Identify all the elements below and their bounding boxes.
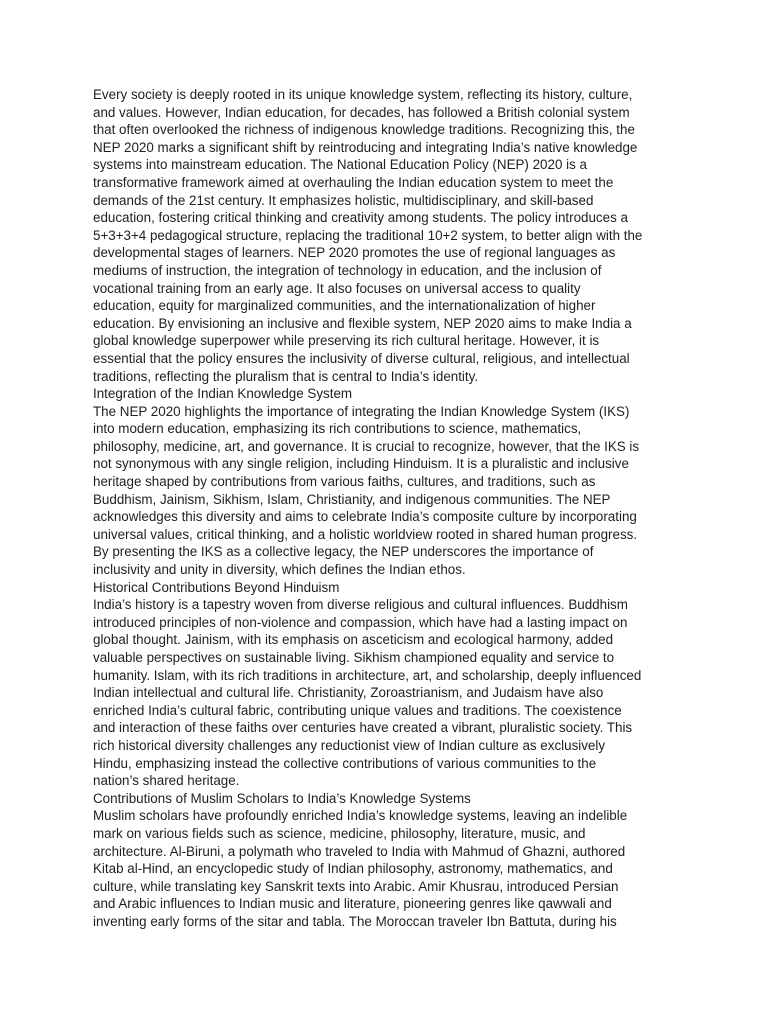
text-line: rich historical diversity challenges any reductionist view of Indian culture as exclusively xyxy=(93,737,606,753)
text-line: and interaction of these faiths over centuries have created a vibrant, pluralistic society. This xyxy=(93,720,633,736)
text-line: acknowledges this diversity and aims to celebrate India’s composite culture by incorporating xyxy=(93,509,637,525)
text-line: mark on various fields such as science, medicine, philosophy, literature, music, and xyxy=(93,825,586,841)
text-line: transformative framework aimed at overhauling the Indian education system to meet the xyxy=(93,174,614,190)
document-page xyxy=(93,86,683,931)
text-line: global thought. Jainism, with its emphasis on asceticism and ecological harmony, added xyxy=(93,632,614,648)
text-line: mediums of instruction, the integration of technology in education, and the inclusion of xyxy=(93,262,602,278)
text-line: nation’s shared heritage. xyxy=(93,773,240,789)
text-line: By presenting the IKS as a collective legacy, the NEP underscores the importance of xyxy=(93,544,594,560)
text-line: architecture. Al-Biruni, a polymath who traveled to India with Mahmud of Ghazni, authored xyxy=(93,843,626,859)
paragraph-integration xyxy=(93,403,683,579)
text-line: universal values, critical thinking, and a holistic worldview rooted in shared human progress. xyxy=(93,526,638,542)
text-line: global knowledge superpower while preserving its rich cultural heritage. However, it is xyxy=(93,333,600,349)
text-line: essential that the policy ensures the inclusivity of diverse cultural, religious, and intellectual xyxy=(93,350,630,366)
section-heading-integration: Integration of the Indian Knowledge System xyxy=(93,386,353,402)
text-line: vocational training from an early age. It also focuses on universal access to quality xyxy=(93,280,581,296)
paragraph-intro xyxy=(93,86,683,385)
text-line: developmental stages of learners. NEP 2020 promotes the use of regional languages as xyxy=(93,245,616,261)
text-line: inclusivity and unity in diversity, which defines the Indian ethos. xyxy=(93,562,466,578)
text-line: enriched India’s cultural fabric, contributing unique values and traditions. The coexistence xyxy=(93,702,622,718)
text-line: Hindu, emphasizing instead the collective contributions of various communities to the xyxy=(93,755,597,771)
section-heading-muslim-scholars: Contributions of Muslim Scholars to India’s Knowledge Systems xyxy=(93,790,471,806)
text-line: education, equity for marginalized communities, and the internationalization of higher xyxy=(93,298,596,314)
text-line: Indian intellectual and cultural life. Christianity, Zoroastrianism, and Judaism have also xyxy=(93,685,604,701)
text-line: India’s history is a tapestry woven from diverse religious and cultural influences. Buddhism xyxy=(93,597,628,613)
text-line: culture, while translating key Sanskrit texts into Arabic. Amir Khusrau, introduced Persian xyxy=(93,878,619,894)
text-line: heritage shaped by contributions from various faiths, cultures, and traditions, such as xyxy=(93,474,596,490)
text-line: inventing early forms of the sitar and tabla. The Moroccan traveler Ibn Battuta, during his xyxy=(93,913,617,929)
text-line: philosophy, medicine, art, and governance. It is crucial to recognize, however, that the IKS is xyxy=(93,438,640,454)
text-line: NEP 2020 marks a significant shift by reintroducing and integrating India’s native knowledge xyxy=(93,139,638,155)
text-line: and Arabic influences to Indian music and literature, pioneering genres like qawwali and xyxy=(93,896,612,912)
section-heading-historical: Historical Contributions Beyond Hinduism xyxy=(93,579,340,595)
paragraph-historical xyxy=(93,596,683,790)
text-line: Muslim scholars have profoundly enriched India’s knowledge systems, leaving an indelible xyxy=(93,808,628,824)
text-line: Every society is deeply rooted in its unique knowledge system, reflecting its history, culture, xyxy=(93,87,633,102)
text-line: not synonymous with any single religion, including Hinduism. It is a pluralistic and inclusive xyxy=(93,456,629,472)
text-line: Buddhism, Jainism, Sikhism, Islam, Christianity, and indigenous communities. The NEP xyxy=(93,491,611,507)
text-line: into modern education, emphasizing its rich contributions to science, mathematics, xyxy=(93,421,582,437)
text-line: traditions, reflecting the pluralism that is central to India’s identity. xyxy=(93,368,479,384)
text-line: introduced principles of non-violence and compassion, which have had a lasting impact on xyxy=(93,614,628,630)
text-line: 5+3+3+4 pedagogical structure, replacing the traditional 10+2 system, to better align with the xyxy=(93,227,643,243)
text-line: and values. However, Indian education, for decades, has followed a British colonial system xyxy=(93,104,630,120)
text-line: humanity. Islam, with its rich traditions in architecture, art, and scholarship, deeply influenced xyxy=(93,667,642,683)
text-line: valuable perspectives on sustainable living. Sikhism championed equality and service to xyxy=(93,650,615,665)
paragraph-muslim-scholars xyxy=(93,807,683,930)
text-line: systems into mainstream education. The National Education Policy (NEP) 2020 is a xyxy=(93,157,587,173)
text-line: education. By envisioning an inclusive and flexible system, NEP 2020 aims to make India a xyxy=(93,315,632,331)
text-line: Kitab al-Hind, an encyclopedic study of Indian philosophy, astronomy, mathematics, and xyxy=(93,861,613,877)
text-line: that often overlooked the richness of indigenous knowledge traditions. Recognizing this, the xyxy=(93,122,635,138)
text-line: demands of the 21st century. It emphasizes holistic, multidisciplinary, and skill-based xyxy=(93,192,594,208)
text-line: The NEP 2020 highlights the importance of integrating the Indian Knowledge System (IKS) xyxy=(93,403,630,419)
text-line: education, fostering critical thinking and creativity among students. The policy introduces a xyxy=(93,210,628,226)
